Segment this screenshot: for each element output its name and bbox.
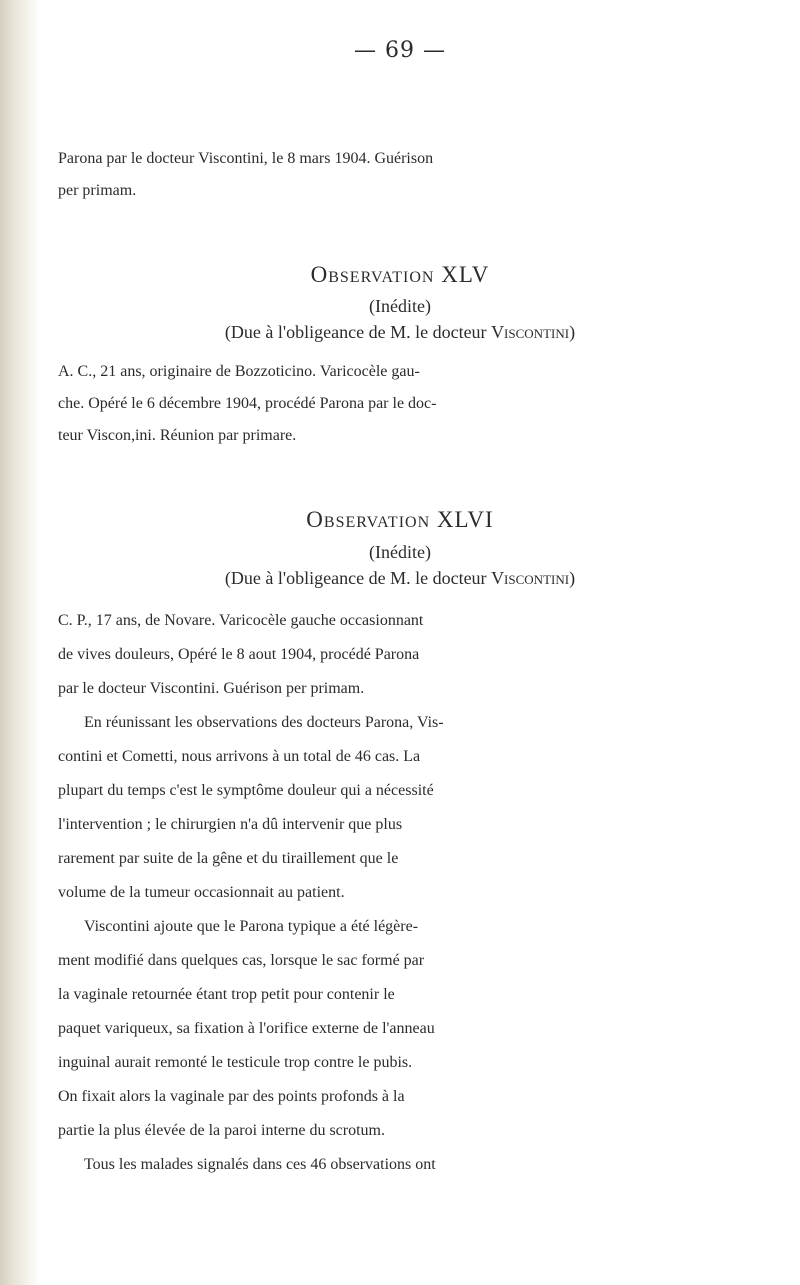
- body-line: l'intervention ; le chirurgien n'a dû intervenir que plus: [58, 816, 403, 833]
- body-line: la vaginale retournée étant trop petit pour contenir le: [58, 986, 395, 1003]
- credit-doctor-name: Viscontini: [491, 568, 570, 588]
- observation-45-status: (Inédite): [369, 296, 431, 316]
- body-line: paquet variqueux, sa fixation à l'orifice externe de l'anneau: [58, 1020, 435, 1037]
- body-line: Parona par le docteur Viscontini, le 8 mars 1904. Guérison: [58, 150, 434, 167]
- body-line: inguinal aurait remonté le testicule trop contre le pubis.: [58, 1054, 413, 1071]
- body-line: che. Opéré le 6 décembre 1904, procédé Parona par le doc-: [58, 395, 437, 412]
- body-line: A. C., 21 ans, originaire de Bozzoticino. Varicocèle gau-: [58, 363, 420, 380]
- credit-prefix: (Due à l'obligeance de M. le docteur: [224, 568, 492, 588]
- observation-45-heading: Observation XLV: [310, 262, 490, 287]
- observation-45-credit: [0, 322, 800, 343]
- body-line: teur Viscon,ini. Réunion par primare.: [58, 427, 297, 444]
- body-line: On fixait alors la vaginale par des points profonds à la: [58, 1088, 405, 1105]
- observation-46-credit: [0, 568, 800, 589]
- observation-46-heading: Observation XLVI: [306, 507, 494, 532]
- body-line: par le docteur Viscontini. Guérison per primam.: [58, 680, 365, 697]
- body-line: En réunissant les observations des docteurs Parona, Vis-: [84, 714, 444, 731]
- body-line: Tous les malades signalés dans ces 46 observations ont: [84, 1156, 436, 1173]
- body-line: contini et Cometti, nous arrivons à un total de 46 cas. La: [58, 748, 421, 765]
- body-line: volume de la tumeur occasionnait au patient.: [58, 884, 345, 901]
- body-line: C. P., 17 ans, de Novare. Varicocèle gauche occasionnant: [58, 612, 424, 629]
- body-line: plupart du temps c'est le symptôme douleur qui a nécessité: [58, 782, 434, 799]
- credit-suffix: ): [569, 322, 576, 342]
- body-line: per primam.: [58, 182, 137, 199]
- body-line: rarement par suite de la gêne et du tiraillement que le: [58, 850, 399, 867]
- credit-prefix: (Due à l'obligeance de M. le docteur: [224, 322, 492, 342]
- observation-46-status: (Inédite): [369, 542, 431, 562]
- credit-doctor-name: Viscontini: [491, 322, 570, 342]
- body-line: ment modifié dans quelques cas, lorsque le sac formé par: [58, 952, 425, 969]
- page-number: — 69 —: [354, 38, 446, 63]
- credit-suffix: ): [569, 568, 576, 588]
- body-line: partie la plus élevée de la paroi interne du scrotum.: [58, 1122, 385, 1139]
- body-line: de vives douleurs, Opéré le 8 aout 1904, procédé Parona: [58, 646, 420, 663]
- body-line: Viscontini ajoute que le Parona typique a été légère-: [84, 918, 419, 935]
